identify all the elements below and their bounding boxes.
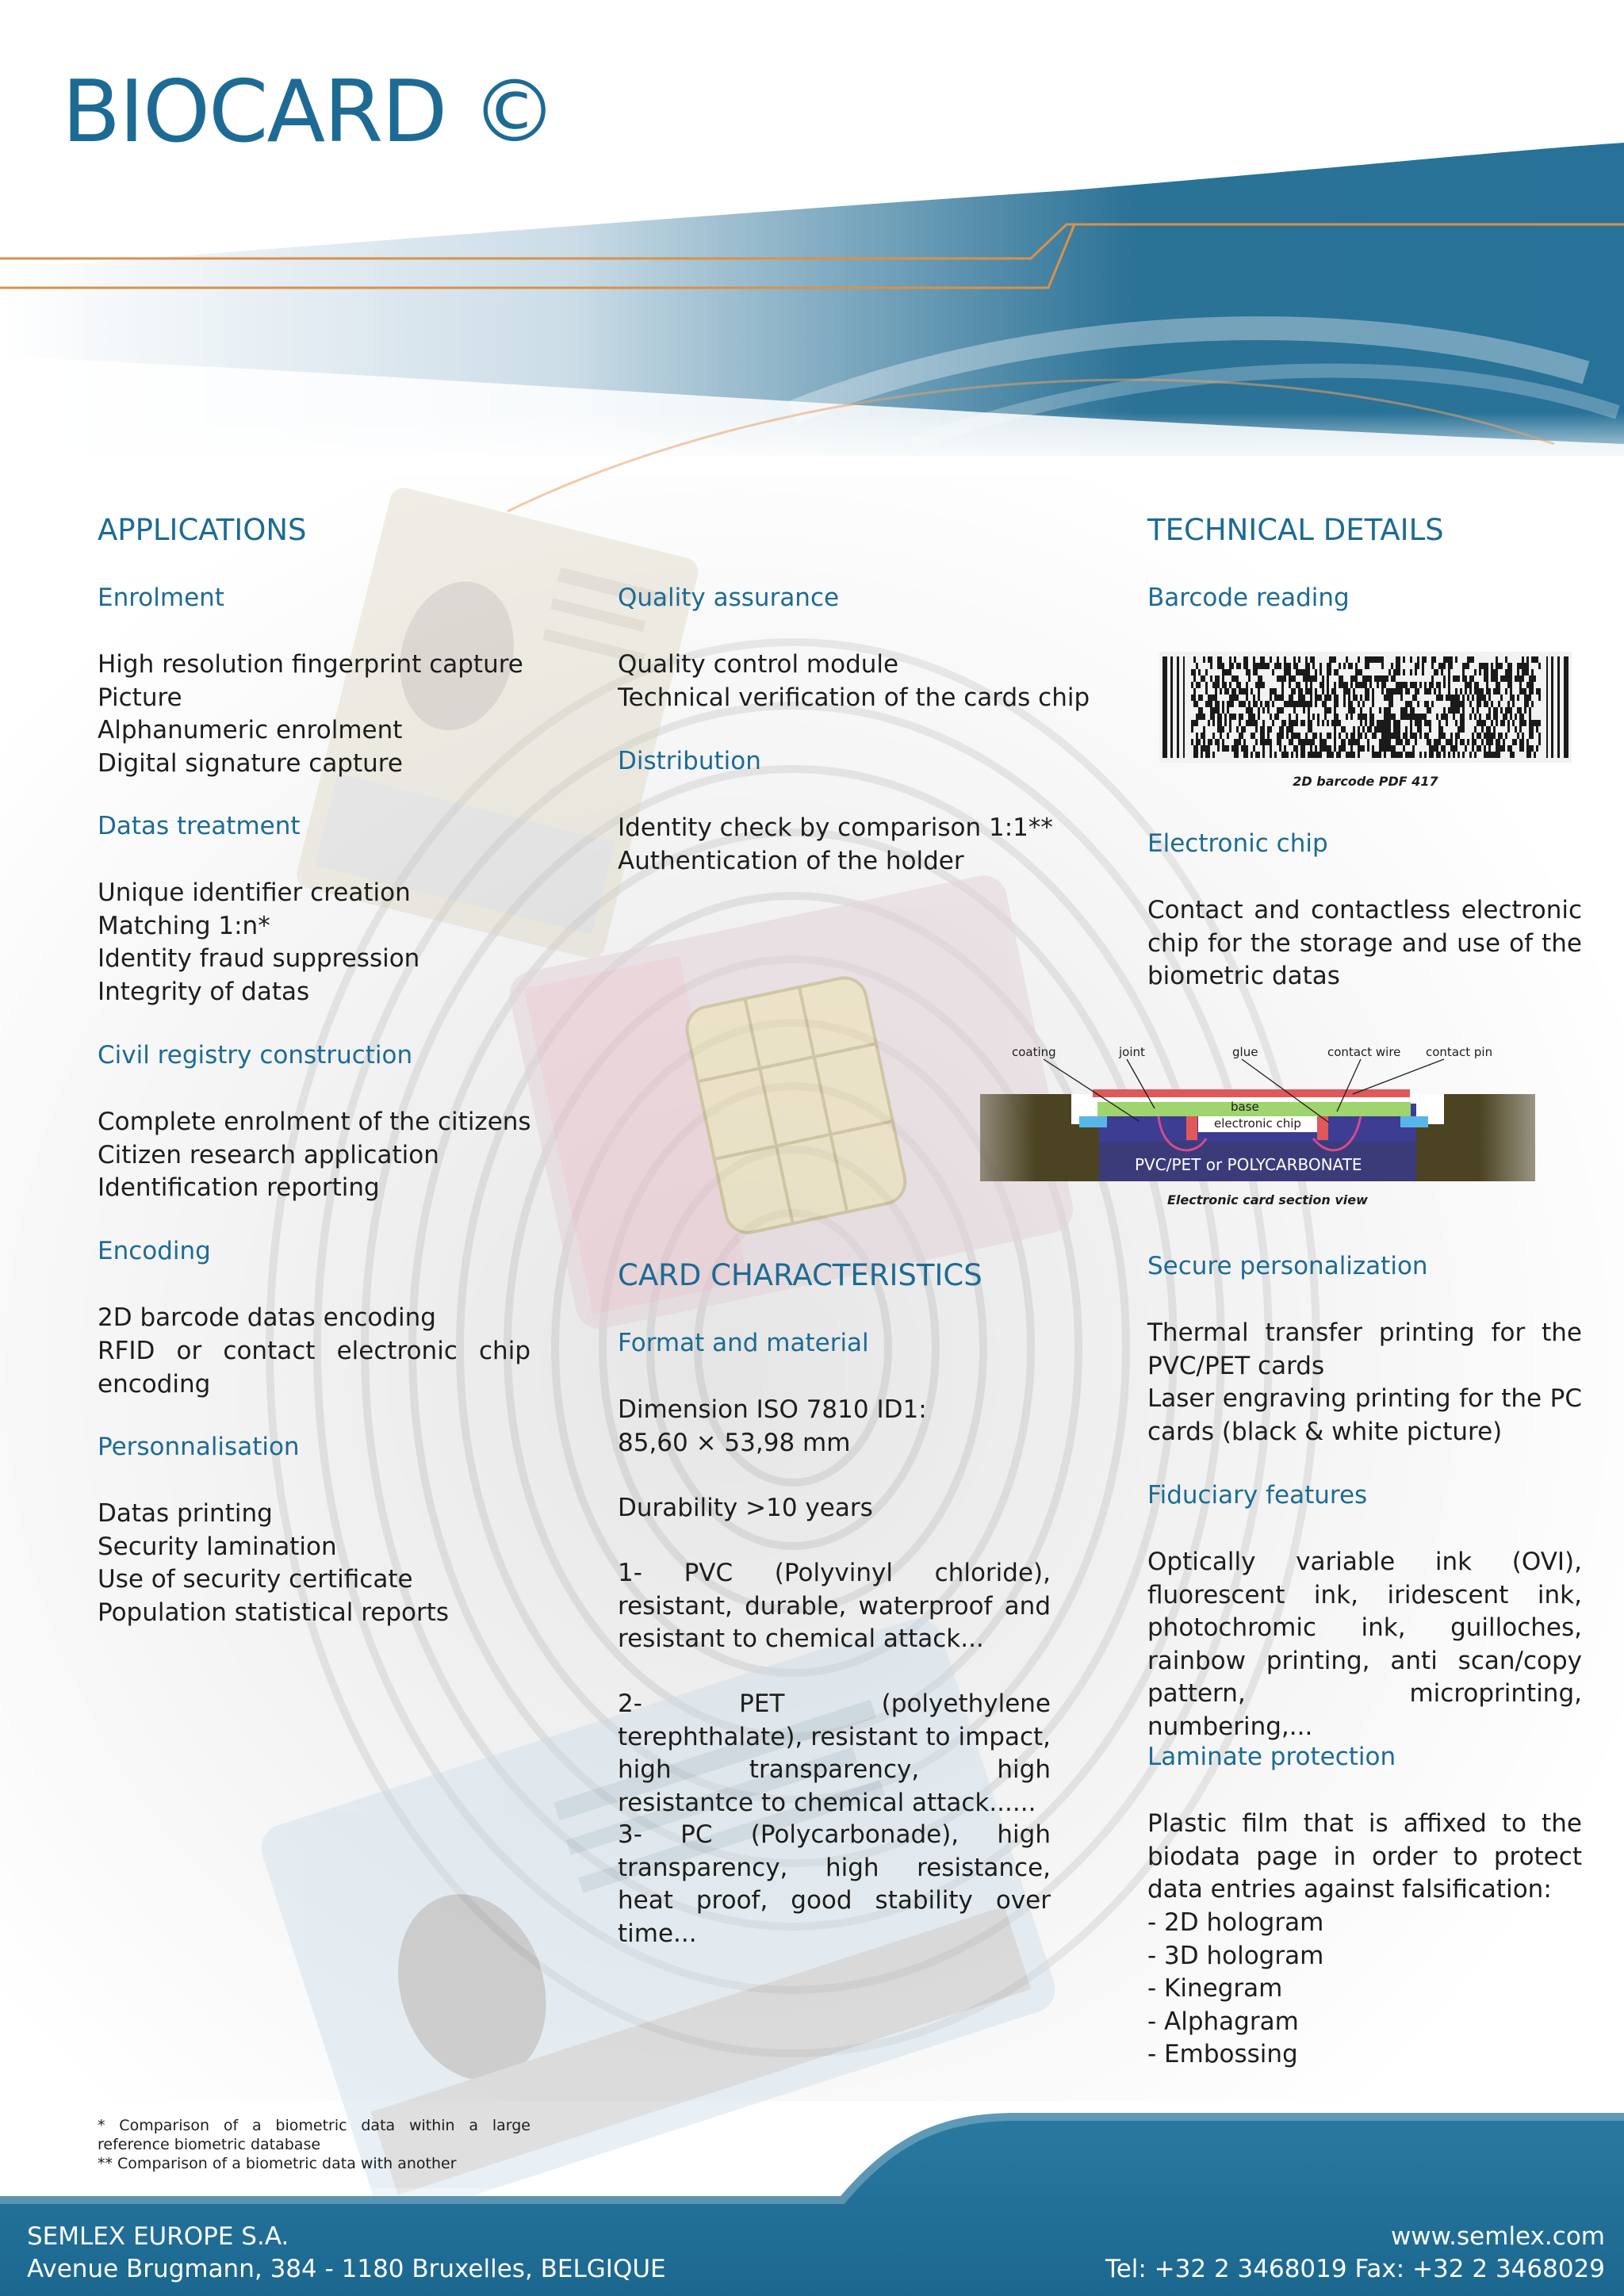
laminate-title: Laminate protection bbox=[1147, 1743, 1396, 1771]
list-item: Complete enrolment of the citizens bbox=[98, 1108, 531, 1136]
datas-treatment-list bbox=[98, 877, 530, 1008]
personnalisation-list bbox=[98, 1498, 530, 1629]
list-item: Unique identifier creation bbox=[98, 878, 411, 907]
chip-text: Contact and contactless electronic chip for the storage and use of the biometric datas bbox=[1147, 896, 1582, 990]
civil-registry-list bbox=[98, 1106, 530, 1205]
barcode-caption: 2D barcode PDF 417 bbox=[1293, 774, 1438, 789]
list-item: - Alphagram bbox=[1147, 2007, 1299, 2036]
footer-website[interactable]: www.semlex.com bbox=[1390, 2222, 1605, 2251]
list-item: Population statistical reports bbox=[98, 1598, 450, 1627]
diagram-material-label: PVC/PET or POLYCARBONATE bbox=[1135, 1155, 1362, 1174]
diagram-label: joint bbox=[1119, 1045, 1145, 1059]
page-title: BIOCARD © bbox=[62, 63, 556, 162]
list-item: Security lamination bbox=[98, 1532, 337, 1561]
enrolment-list bbox=[98, 649, 530, 780]
distribution-title: Distribution bbox=[618, 747, 761, 775]
fiduciary-text: Optically variable ink (OVI), fluorescent ink, iridescent ink, photochromic ink, guilloches, rainbow printing, anti scan/copy pattern, microprinting, numbering,... bbox=[1147, 1548, 1582, 1741]
encoding-line-1: 2D barcode datas encoding bbox=[98, 1303, 436, 1332]
footer-company: SEMLEX EUROPE S.A. bbox=[27, 2222, 289, 2251]
list-item: Citizen research application bbox=[98, 1140, 439, 1169]
list-item: Use of security certificate bbox=[98, 1565, 413, 1594]
list-item: Digital signature capture bbox=[98, 748, 403, 778]
diagram-label: contact pin bbox=[1426, 1045, 1493, 1059]
personnalisation-title: Personnalisation bbox=[98, 1433, 300, 1461]
dimension-line-2: 85,60 × 53,98 mm bbox=[618, 1429, 851, 1457]
list-item: Alphanumeric enrolment bbox=[98, 716, 403, 744]
list-item: Identity fraud suppression bbox=[98, 944, 420, 973]
list-item: Technical verification of the cards chip bbox=[618, 683, 1090, 712]
footer-phone: Tel: +32 2 3468019 Fax: +32 2 3468029 bbox=[1105, 2255, 1605, 2283]
material-pet: 2- PET (polyethylene terephthalate), resistant to impact, high transparency, high resistantce to chemical attack...... bbox=[618, 1689, 1051, 1817]
technical-heading: TECHNICAL DETAILS bbox=[1147, 513, 1444, 547]
list-item: Identity check by comparison 1:1** bbox=[618, 813, 1053, 842]
applications-heading: APPLICATIONS bbox=[98, 513, 307, 547]
list-item: - Kinegram bbox=[1147, 1974, 1283, 2003]
barcode-title: Barcode reading bbox=[1147, 584, 1350, 612]
laminate-text: Plastic film that is affixed to the biodata page in order to protect data entries against falsification: bbox=[1147, 1809, 1582, 1904]
list-item: Identification reporting bbox=[98, 1173, 380, 1202]
material-pc: 3- PC (Polycarbonade), high transparency, high resistance, heat proof, good stability over time... bbox=[618, 1820, 1051, 1948]
list-item: Picture bbox=[98, 683, 182, 712]
encoding-title: Encoding bbox=[98, 1237, 211, 1265]
list-item: - Embossing bbox=[1147, 2040, 1298, 2068]
dimension-line-1: Dimension ISO 7810 ID1: bbox=[618, 1395, 927, 1424]
list-item: Matching 1:n* bbox=[98, 911, 270, 940]
material-pvc: 1- PVC (Polyvinyl chloride), resistant, durable, waterproof and resistant to chemical attack... bbox=[618, 1559, 1051, 1653]
enrolment-title: Enrolment bbox=[98, 584, 224, 612]
footer-address: Avenue Brugmann, 384 - 1180 Bruxelles, BELGIQUE bbox=[27, 2255, 666, 2283]
list-item: Authentication of the holder bbox=[618, 846, 964, 875]
list-item: Quality control module bbox=[618, 650, 899, 679]
format-title: Format and material bbox=[618, 1329, 869, 1357]
footnote-2: ** Comparison of a biometric data with another bbox=[98, 2155, 457, 2172]
quality-list bbox=[618, 649, 1090, 714]
chip-title: Electronic chip bbox=[1147, 829, 1328, 858]
fiduciary-title: Fiduciary features bbox=[1147, 1481, 1368, 1510]
datas-treatment-title: Datas treatment bbox=[98, 812, 301, 840]
list-item: Integrity of datas bbox=[98, 977, 310, 1006]
diagram-caption: Electronic card section view bbox=[1167, 1192, 1368, 1207]
diagram-label: glue bbox=[1232, 1045, 1258, 1059]
card-section-diagram bbox=[980, 1043, 1535, 1202]
durability: Durability >10 years bbox=[618, 1494, 873, 1522]
barcode-image bbox=[1159, 652, 1572, 763]
footnote-1: * Comparison of a biometric data within a large reference biometric database bbox=[98, 2117, 530, 2153]
secure-title: Secure personalization bbox=[1147, 1252, 1428, 1280]
laminate-list bbox=[1147, 1907, 1582, 2072]
quality-title: Quality assurance bbox=[618, 584, 840, 612]
card-characteristics-heading: CARD CHARACTERISTICS bbox=[618, 1258, 982, 1292]
secure-text-1: Thermal transfer printing for the PVC/PET cards bbox=[1147, 1318, 1582, 1380]
diagram-label: contact wire bbox=[1327, 1045, 1401, 1059]
diagram-label: coating bbox=[1012, 1045, 1056, 1059]
list-item: - 2D hologram bbox=[1147, 1908, 1324, 1937]
distribution-list bbox=[618, 812, 1051, 878]
list-item: - 3D hologram bbox=[1147, 1941, 1324, 1970]
diagram-chip-label: electronic chip bbox=[1214, 1116, 1301, 1131]
civil-registry-title: Civil registry construction bbox=[98, 1041, 413, 1070]
list-item: Datas printing bbox=[98, 1499, 273, 1528]
list-item: High resolution fingerprint capture bbox=[98, 650, 523, 679]
diagram-base-label: base bbox=[1231, 1100, 1259, 1114]
encoding-line-2: RFID or contact electronic chip encoding bbox=[98, 1337, 530, 1399]
secure-text-2: Laser engraving printing for the PC cards (black & white picture) bbox=[1147, 1384, 1582, 1446]
